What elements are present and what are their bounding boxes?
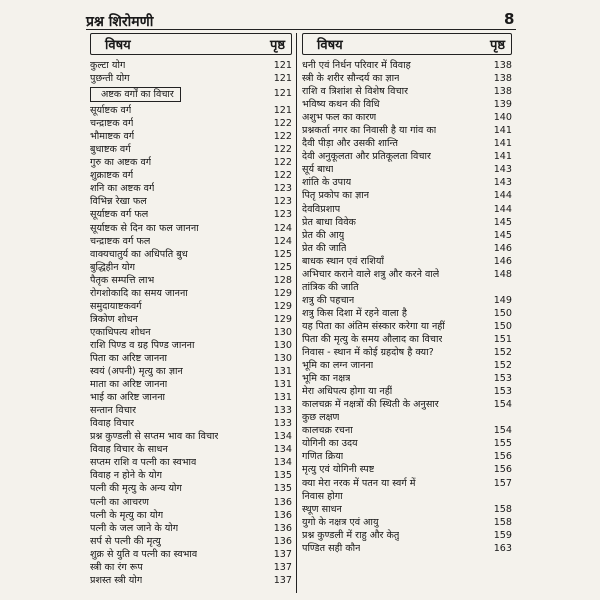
page-number: 8 — [504, 10, 515, 28]
index-entry — [302, 320, 512, 333]
index-entry — [302, 477, 512, 490]
index-entry — [302, 333, 512, 346]
index-entry — [302, 372, 512, 385]
entry-page: 138 — [493, 86, 512, 98]
entry-title: शांति के उपाय — [302, 177, 352, 189]
entry-page: 137 — [273, 561, 292, 573]
entry-title: प्रेत की आयु — [302, 229, 345, 241]
entry-title: मेरा अधिपत्य होगा या नहीं — [302, 386, 393, 398]
entry-title: शुक्र से युति व पत्नी का स्वभाव — [90, 548, 198, 560]
entry-page: 131 — [273, 392, 292, 404]
entry-title: चन्द्राष्टक वर्ग — [90, 118, 134, 130]
index-entry — [302, 59, 512, 72]
index-entry — [90, 195, 292, 208]
entry-title: पत्नी का आचरण — [90, 496, 149, 508]
entry-page: 122 — [273, 131, 292, 143]
index-entry — [302, 503, 512, 516]
index-entry — [302, 346, 512, 359]
entry-page: 141 — [493, 125, 512, 137]
index-entry — [90, 417, 292, 430]
entry-title: स्थूण साधन — [302, 503, 342, 515]
index-entry — [90, 326, 292, 339]
entry-title: पत्नी के जल जाने के योग — [90, 522, 179, 534]
column-divider — [296, 33, 297, 593]
entry-title: राशि व त्रिशांश से विशेष विचार — [302, 86, 409, 98]
index-entry — [90, 574, 292, 587]
index-entry — [302, 516, 512, 529]
entry-page: 136 — [273, 509, 292, 521]
entry-title: कुल्टा योग — [90, 60, 126, 71]
entry-title: पितृ प्रकोप का ज्ञान — [302, 190, 370, 202]
entry-title: निवास होगा — [302, 490, 343, 502]
index-entry — [90, 130, 292, 143]
index-entry — [90, 378, 292, 391]
left-entry-list — [90, 59, 292, 587]
entry-title: अष्टक वर्गों का विचार — [90, 87, 181, 102]
index-entry — [302, 463, 512, 476]
entry-page: 157 — [493, 477, 512, 489]
index-entry — [302, 98, 512, 111]
entry-title: गणित क्रिया — [302, 451, 344, 463]
entry-page: 153 — [493, 373, 512, 385]
entry-title: बुद्धिहीन योग — [90, 261, 136, 273]
index-entry — [302, 385, 512, 398]
entry-page: 141 — [493, 151, 512, 163]
entry-title: अभिचार कराने वाले शत्रु और करने वाले — [302, 268, 440, 280]
entry-title: युगो के नक्षत्र एवं आयु — [302, 516, 379, 528]
entry-page: 149 — [493, 294, 512, 306]
entry-title: समुदायाष्टकवर्ग — [90, 300, 142, 312]
entry-page: 156 — [493, 464, 512, 476]
index-entry — [90, 548, 292, 561]
entry-title: माता का अरिष्ट जानना — [90, 379, 168, 391]
entry-title: देवी अनुकूलता और प्रतिकूलता विचार — [302, 151, 431, 163]
page-heading: पृष्ठ — [489, 38, 505, 53]
entry-title: पैतृक सम्पत्ति लाभ — [90, 274, 155, 286]
index-entry — [302, 294, 512, 307]
entry-page: 133 — [273, 405, 292, 417]
index-entry — [90, 469, 292, 482]
index-entry — [90, 235, 292, 248]
index-entry — [90, 430, 292, 443]
index-entry — [90, 248, 292, 261]
entry-page: 158 — [493, 503, 512, 515]
entry-page: 144 — [493, 190, 512, 202]
entry-page — [486, 490, 512, 503]
index-entry — [90, 339, 292, 352]
entry-page — [486, 411, 512, 424]
entry-title: स्वयं (अपनी) मृत्यु का ज्ञान — [90, 366, 183, 378]
entry-title: कालचक्र रचना — [302, 425, 353, 437]
entry-title: शनि का अष्टक वर्ग — [90, 183, 155, 195]
index-entry — [302, 163, 512, 176]
entry-title: सूर्याष्टक वर्ग फल — [90, 209, 149, 221]
entry-page: 152 — [493, 347, 512, 359]
index-entry — [302, 111, 512, 124]
entry-title: भौमाष्टक वर्ग — [90, 131, 135, 143]
index-entry — [90, 352, 292, 365]
index-entry — [90, 208, 292, 221]
entry-page: 122 — [273, 118, 292, 130]
entry-page: 130 — [273, 352, 292, 364]
book-title: प्रश्न शिरोमणी — [86, 14, 154, 30]
entry-title: प्रश्न कुण्डली से सप्तम भाव का विचार — [90, 431, 219, 443]
entry-page: 150 — [493, 320, 512, 332]
index-entry — [302, 398, 512, 411]
entry-page: 129 — [273, 287, 292, 299]
entry-title: विभिन्न रेखा फल — [90, 196, 147, 208]
index-entry — [302, 150, 512, 163]
index-entry — [302, 437, 512, 450]
entry-title: पत्नी की मृत्यु के अन्य योग — [90, 483, 182, 495]
index-entry — [90, 274, 292, 287]
entry-title: शत्रु किस दिशा में रहने वाला है — [302, 307, 408, 319]
index-entry — [90, 104, 292, 117]
entry-page: 146 — [493, 255, 512, 267]
index-entry — [302, 72, 512, 85]
entry-page: 140 — [493, 112, 512, 124]
entry-page: 137 — [273, 574, 292, 586]
entry-page: 122 — [273, 170, 292, 182]
index-entry — [302, 124, 512, 137]
entry-page: 134 — [273, 431, 292, 443]
entry-page: 133 — [273, 418, 292, 430]
index-entry — [90, 561, 292, 574]
entry-title: भविष्य कथन की विधि — [302, 99, 380, 111]
entry-page: 135 — [273, 470, 292, 482]
entry-title: बुधाष्टक वर्ग — [90, 144, 131, 156]
entry-page: 124 — [273, 222, 292, 234]
index-entry — [90, 156, 292, 169]
entry-page: 134 — [273, 457, 292, 469]
section-heading-entry — [90, 87, 292, 102]
entry-page: 138 — [493, 73, 512, 85]
index-entry — [90, 143, 292, 156]
index-entry — [90, 222, 292, 235]
entry-title: प्रेत बाधा विवेक — [302, 216, 356, 228]
entry-title: यह पिता का अंतिम संस्कार करेगा या नहीं — [302, 320, 445, 332]
entry-page: 146 — [493, 242, 512, 254]
subject-heading: विषय — [105, 38, 131, 53]
index-entry — [302, 203, 512, 216]
entry-page: 145 — [493, 216, 512, 228]
entry-page: 151 — [493, 333, 512, 345]
index-entry — [90, 59, 292, 72]
index-entry — [302, 411, 512, 424]
left-index-column — [90, 33, 292, 587]
entry-title: पिता का अरिष्ट जानना — [90, 352, 167, 364]
entry-page: 122 — [273, 144, 292, 156]
entry-title: शुक्राष्टक वर्ग — [90, 170, 134, 182]
entry-page: 130 — [273, 326, 292, 338]
subject-heading: विषय — [317, 38, 343, 53]
entry-page: 125 — [273, 248, 292, 260]
entry-title: क्या मेरा नरक में पतन या स्वर्ग में — [302, 477, 416, 489]
index-entry — [302, 307, 512, 320]
entry-title: देवविप्रशाप — [302, 203, 341, 215]
index-entry — [302, 176, 512, 189]
entry-page: 153 — [493, 386, 512, 398]
index-entry — [90, 522, 292, 535]
index-entry — [302, 85, 512, 98]
index-entry — [90, 313, 292, 326]
entry-title: धनी एवं निर्धन परिवार में विवाह — [302, 60, 411, 71]
entry-title: प्रेत की जाति — [302, 242, 347, 254]
entry-page: 136 — [273, 522, 292, 534]
entry-page: 121 — [273, 73, 292, 85]
entry-page: 128 — [273, 274, 292, 286]
index-entry — [90, 287, 292, 300]
entry-title: रोगशोकादि का समय जानना — [90, 287, 188, 299]
entry-title: पुछन्ती योग — [90, 73, 130, 85]
entry-title: कुछ लक्षण — [302, 412, 340, 424]
index-entry — [302, 424, 512, 437]
entry-page: 141 — [493, 138, 512, 150]
index-entry — [90, 496, 292, 509]
index-entry — [302, 268, 512, 281]
entry-page: 121 — [273, 105, 292, 117]
index-entry — [302, 255, 512, 268]
index-entry — [90, 456, 292, 469]
entry-page: 152 — [493, 360, 512, 372]
header-rule — [86, 29, 516, 30]
index-entry — [302, 229, 512, 242]
index-entry — [302, 359, 512, 372]
entry-title: अशुभ फल का कारण — [302, 112, 377, 124]
index-entry — [90, 482, 292, 495]
index-entry — [90, 404, 292, 417]
entry-page: 154 — [493, 425, 512, 437]
index-entry — [90, 509, 292, 522]
entry-title: राशि पिण्ड व ग्रह पिण्ड जानना — [90, 339, 195, 351]
entry-title: वाक्यचातुर्य का अधिपति बुध — [90, 248, 188, 260]
entry-page: 139 — [493, 99, 512, 111]
entry-page: 123 — [273, 209, 292, 221]
entry-title: सन्तान विचार — [90, 405, 137, 417]
entry-page: 145 — [493, 229, 512, 241]
index-entry — [90, 391, 292, 404]
entry-title: पिता की मृत्यु के समय औलाद का विचार — [302, 333, 443, 345]
entry-title: स्त्री का रंग रूप — [90, 561, 143, 573]
entry-title: स्त्री के शरीर सौन्दर्य का ज्ञान — [302, 73, 400, 85]
index-entry — [302, 450, 512, 463]
entry-title: सूर्य बाधा — [302, 164, 334, 176]
right-index-column — [302, 33, 512, 555]
index-entry — [302, 137, 512, 150]
entry-title: विवाह विचार के साधन — [90, 444, 168, 456]
entry-page: 124 — [273, 235, 292, 247]
entry-title: प्रश्नकर्ता नगर का निवासी है या गांव का — [302, 125, 437, 137]
entry-page: 129 — [273, 313, 292, 325]
entry-page: 123 — [273, 196, 292, 208]
entry-title: प्रश्न कुण्डली में राहु और केतु — [302, 529, 400, 541]
entry-page: 158 — [493, 516, 512, 528]
entry-page: 122 — [273, 157, 292, 169]
entry-page: 136 — [273, 496, 292, 508]
right-entry-list — [302, 59, 512, 555]
entry-page: 143 — [493, 177, 512, 189]
entry-page: 148 — [493, 268, 512, 280]
entry-page: 131 — [273, 366, 292, 378]
entry-page: 121 — [273, 60, 292, 71]
entry-title: पत्नी के मृत्यु का योग — [90, 509, 164, 521]
entry-page: 130 — [273, 339, 292, 351]
entry-title: पण्डित सही कौन — [302, 542, 361, 554]
index-entry — [302, 242, 512, 255]
entry-title: सर्प से पत्नी की मृत्यु — [90, 535, 161, 547]
index-entry — [90, 182, 292, 195]
index-entry — [302, 281, 512, 294]
entry-title: शत्रु की पहचान — [302, 294, 355, 306]
entry-page: 154 — [493, 399, 512, 411]
index-entry — [90, 300, 292, 313]
entry-title: निवास - स्थान में कोई ग्रहदोष है क्या? — [302, 347, 434, 359]
entry-title: बाधक स्थान एवं राशियाँ — [302, 255, 384, 267]
entry-title: सूर्याष्टक से दिन का फल जानना — [90, 222, 199, 234]
entry-page: 155 — [493, 438, 512, 450]
entry-page: 136 — [273, 535, 292, 547]
index-entry — [90, 365, 292, 378]
index-entry — [302, 529, 512, 542]
index-entry — [90, 535, 292, 548]
page-heading: पृष्ठ — [269, 38, 285, 53]
entry-page: 138 — [493, 60, 512, 71]
entry-page: 137 — [273, 548, 292, 560]
index-entry — [302, 542, 512, 555]
entry-title: सप्तम राशि व पत्नी का स्वभाव — [90, 457, 197, 469]
index-entry — [302, 216, 512, 229]
index-entry — [90, 443, 292, 456]
entry-page: 123 — [273, 183, 292, 195]
entry-page: 131 — [273, 379, 292, 391]
entry-page — [486, 281, 512, 294]
left-column-header — [90, 33, 292, 55]
entry-title: भूमि का नक्षत्र — [302, 373, 351, 385]
entry-title: मृत्यु एवं योगिनी स्पष्ट — [302, 464, 375, 476]
index-entry — [90, 72, 292, 85]
entry-title: भूमि का लग्न जानना — [302, 360, 374, 372]
entry-title: विवाह विचार — [90, 418, 135, 430]
entry-title: एकाधिपत्य शोधन — [90, 326, 151, 338]
entry-title: त्रिकोण शोधन — [90, 313, 138, 325]
entry-title: भाई का अरिष्ट जानना — [90, 392, 166, 404]
entry-title: योगिनी का उदय — [302, 438, 358, 450]
entry-page: 129 — [273, 300, 292, 312]
index-entry — [90, 117, 292, 130]
entry-title: प्रशस्त स्त्री योग — [90, 574, 143, 586]
entry-page: 159 — [493, 529, 512, 541]
entry-page: 125 — [273, 261, 292, 273]
index-entry — [302, 490, 512, 503]
index-entry — [90, 261, 292, 274]
entry-page: 163 — [493, 542, 512, 554]
entry-page: 150 — [493, 307, 512, 319]
entry-title: सूर्याष्टक वर्ग — [90, 105, 132, 117]
entry-title: विवाह न होने के योग — [90, 470, 162, 482]
entry-page: 135 — [273, 483, 292, 495]
entry-page: 121 — [273, 88, 292, 100]
entry-title: तांत्रिक की जाति — [302, 281, 359, 293]
entry-title: दैवी पीड़ा और उसकी शान्ति — [302, 138, 398, 150]
entry-page: 156 — [493, 451, 512, 463]
index-entry — [90, 169, 292, 182]
entry-title: चन्द्राष्टक वर्ग फल — [90, 235, 151, 247]
entry-page: 143 — [493, 164, 512, 176]
right-column-header — [302, 33, 512, 55]
entry-page: 134 — [273, 444, 292, 456]
entry-title: गुरु का अष्टक वर्ग — [90, 157, 152, 169]
index-entry — [302, 189, 512, 202]
entry-title: कालचक्र में नक्षत्रों की स्थिती के अनुसार — [302, 399, 439, 411]
entry-page: 144 — [493, 203, 512, 215]
